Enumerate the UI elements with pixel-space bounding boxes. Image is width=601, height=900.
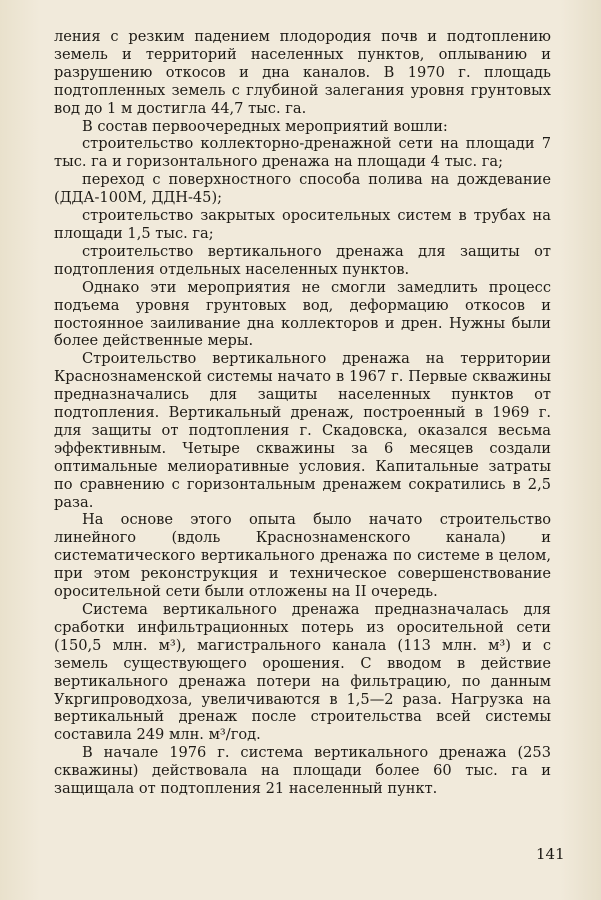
paragraph: строительство закрытых оросительных систем в трубах на площади 1,5 тыс. га;	[54, 207, 551, 242]
paragraph: строительство коллекторно-дренажной сети на площади 7 тыс. га и горизонтального дренажа на площади 4 тыс. га;	[54, 135, 551, 171]
paragraph: На основе этого опыта было начато строительство линейного (вдоль Краснознаменского канала) и систематического вертикального дренажа по системе в целом, при этом реконструкция и техническое совершенствование оросительной сети были отложены на II очередь.	[54, 511, 551, 601]
paragraph: Однако эти мероприятия не смогли замедлить процесс подъема уровня грунтовых вод, деформацию откосов и постоянное заиливание дна коллекторов и дрен. Нужны были более действенные меры.	[54, 278, 551, 350]
paragraph: строительство вертикального дренажа для защиты от подтопления отдельных населенных пунктов.	[54, 242, 551, 278]
paragraph: В начале 1976 г. система вертикального дренажа (253 скважины) действовала на площади более 60 тыс. га и защищала от подтопления 21 населенный пункт.	[54, 744, 551, 798]
paragraph: В состав первоочередных мероприятий вошли:	[82, 117, 448, 135]
paragraph: Система вертикального дренажа предназначалась для сработки инфильтрационных потерь из оросительной сети (150,5 млн. м³), магистрального канала (113 млн. м³) и с земель существующего орошения. С вводом в действие вертикального дренажа потери на фильтрацию, по данным Укргипроводхоза, увеличиваются в 1,5—2 раза. Нагрузка на вертикальный дренаж после строительства всей системы составила 249 млн. м³/год.	[54, 601, 551, 744]
paragraph: переход с поверхностного способа полива на дождевание (ДДА-100М, ДДН-45);	[54, 171, 551, 207]
page-number: 141	[536, 845, 565, 863]
paragraph: ления с резким падением плодородия почв и подтоплению земель и территорий населенных пунктов, оплыванию и разрушению откосов и дна каналов. В 1970 г. площадь подтопленных земель с глубиной залегания уровня грунтовых вод до 1 м достигла 44,7 тыс. га.	[54, 28, 551, 117]
body-text	[54, 28, 551, 798]
paragraph: Строительство вертикального дренажа на территории Краснознаменской системы начато в 1967 г. Первые скважины предназначались для защиты населенных пунктов от подтопления. Вертикальный дренаж, построенный в 1969 г. для защиты от подтопления г. Скадовска, оказался весьма эффективным. Четыре скважины за 6 месяцев создали оптимальные мелиоративные условия. Капитальные затраты по сравнению с горизонтальным дренажем сократились в 2,5 раза.	[54, 350, 551, 511]
